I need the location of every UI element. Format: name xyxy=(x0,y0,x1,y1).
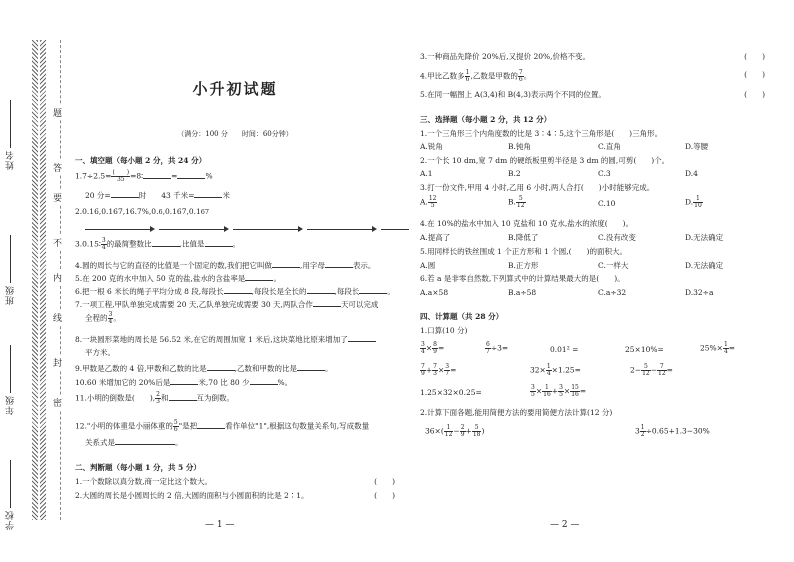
question-1b: 20 分= 时 43 千米= 米 xyxy=(85,191,230,200)
judge-4: 4.甲比乙数多 $\frac{1}{6}$ ,乙数是甲数的 $\frac{7}{6}$ 。 ( ) xyxy=(420,69,765,83)
choice-2-a[interactable]: A.1 xyxy=(420,169,433,178)
choice-6-b[interactable]: B.a÷58 xyxy=(508,288,537,297)
warn-char: 要 xyxy=(53,190,62,205)
answer-paren[interactable]: ( ) xyxy=(374,491,395,500)
question-12: 12."小明的体重是小丽体重的 $\frac{5}{6}$ "是把 看作单位"1",根据这句数量关系句,写成数量 xyxy=(75,419,370,433)
choice-1-b[interactable]: B.钝角 xyxy=(508,142,531,151)
question-5: 5.在 200 克的水中加入 50 克的盐,盐水的含盐率是 。 xyxy=(75,274,281,283)
answer-paren[interactable]: ( ) xyxy=(744,90,765,99)
order-arrows[interactable] xyxy=(85,222,409,232)
choice-3-c[interactable]: C.10 xyxy=(598,199,616,208)
warn-char: 不 xyxy=(53,235,62,250)
choice-3-b[interactable]: B. $\frac{5}{12}$ xyxy=(508,195,525,209)
warn-char: 内 xyxy=(53,270,62,285)
answer-paren[interactable]: ( ) xyxy=(374,477,395,486)
calc-item: 25%× $\frac{1}{4}$ = xyxy=(700,341,736,355)
choice-1-a[interactable]: A.锐角 xyxy=(420,142,443,151)
calc-item: 1.25×32×0.25= xyxy=(420,388,482,397)
choice-4-b[interactable]: B.降低了 xyxy=(508,233,539,242)
choice-6-a[interactable]: A.a×58 xyxy=(420,288,449,297)
choice-1-d[interactable]: D.等腰 xyxy=(685,142,709,151)
question-1: 1.7÷2.5= $\frac{( )}{35}$ =8∶ = % xyxy=(75,169,213,183)
choice-2-c[interactable]: C.3 xyxy=(598,169,611,178)
warn-char: 密 xyxy=(53,395,62,410)
question-2: 2.0.16,0.167,16.7%,0.6,0.167,0.167 xyxy=(75,207,210,216)
question-9: 9.甲数是乙数的 4 倍,甲数和乙数的比是 ,乙数和甲数的比是 。 xyxy=(75,364,333,373)
exam-title: 小升初试题 xyxy=(192,80,278,98)
question-8: 8.一块圆形菜地的周长是 56.52 米,在它的周围加宽 1 米后,这块菜地比原来增加了 xyxy=(75,334,376,344)
warn-char: 封 xyxy=(53,355,62,370)
name-field[interactable]: 姓名 xyxy=(4,100,17,170)
calc-simplify-heading: 2.计算下面各题,能用简便方法的要用简便方法计算(12 分) xyxy=(420,408,613,417)
judge-2: 2.大圆的周长是小圆周长的 2 倍,大圆的面积与小圆面积的比是 2∶1。 ( ) xyxy=(75,491,395,500)
judge-5: 5.在同一幅图上 A(3,4)和 B(4,3)表示两个不同的位置。 ( ) xyxy=(420,90,765,99)
choice-6: 6.若 a 是非零自然数,下列算式中的计算结果最大的是( )。 xyxy=(420,274,625,283)
calc-item: $\frac{3}{4}$ × $\frac{8}{9}$ = xyxy=(421,341,445,355)
calc-item: 36×( $\frac{1}{12}$ − $\frac{2}{9}$ + $\frac{5}{18}$ ) xyxy=(425,424,485,438)
choice-4-d[interactable]: D.无法确定 xyxy=(685,233,724,242)
page-2 xyxy=(420,0,765,562)
page-1 xyxy=(75,0,395,562)
judge-1: 1.一个数除以真分数,商一定比这个数大。 ( ) xyxy=(75,477,395,486)
question-6: 6.把一根 6 米长的绳子平均分成 8 段,每段长 ,每段长是全长的 ,每段长 。 xyxy=(75,287,395,296)
warn-char: 题 xyxy=(53,105,62,120)
question-3: 3.0.15∶ $\frac{3}{4}$ 的最简整数比 ,比值是 。 xyxy=(75,237,241,251)
calc-item: 25×10%= xyxy=(625,345,664,354)
question-4: 4.圆的周长与它的直径的比值是一个固定的数,我们把它叫做 ,用字母 表示。 xyxy=(75,261,376,270)
section-choice: 三、选择题（每小题 2 分，共 12 分） xyxy=(420,115,552,124)
choice-1-c[interactable]: C.直角 xyxy=(598,142,621,151)
calc-item: $\frac{3}{5}$ × $\frac{1}{16}$ + $\frac{3}{5}$ × $\frac{15}{16}$ = xyxy=(531,384,587,398)
question-11: 11.小明的倒数是( ), $\frac{2}{3}$ 和 互为倒数。 xyxy=(75,391,234,405)
choice-3: 3.打一份文件,甲用 4 小时,乙用 6 小时,两人合打( )小时能够完成。 xyxy=(420,183,655,192)
calc-item: 3 $\frac{1}{2}$ ÷0.65+1.3−30% xyxy=(635,424,710,438)
choice-2-d[interactable]: D.4 xyxy=(685,169,698,178)
binding-hatch xyxy=(40,40,46,520)
binding-strip xyxy=(0,0,74,562)
school-field[interactable]: 学校 xyxy=(4,460,17,530)
warn-char: 线 xyxy=(53,310,62,325)
section-judgement: 二、判断题（每小题 1 分，共 5 分） xyxy=(75,463,201,472)
binding-hatch xyxy=(32,40,38,520)
choice-6-c[interactable]: C.a÷32 xyxy=(598,288,627,297)
choice-2: 2.一个长 10 dm,宽 7 dm 的硬纸板里剪半径是 3 dm 的圆,可剪( )个。 xyxy=(420,156,670,165)
choice-3-a[interactable]: A. $\frac{12}{5}$ xyxy=(420,195,437,209)
choice-5-d[interactable]: D.无法确定 xyxy=(685,261,724,270)
choice-1: 1.一个三角形三个内角度数的比是 3∶4∶5,这个三角形是( )三角形。 xyxy=(420,129,663,138)
choice-4: 4.在 10%的盐水中加入 10 克盐和 10 克水,盐水的浓度( )。 xyxy=(420,219,634,228)
exam-info: （满分：100 分 时间：60分钟） xyxy=(177,130,293,138)
question-10: 10.60 米增加它的 20%后是 米,70 比 80 少 %。 xyxy=(75,378,293,387)
class-field[interactable]: 班级 xyxy=(4,235,17,305)
calc-item: 32× $\frac{1}{4}$ ×1.25= xyxy=(530,363,581,377)
choice-6-d[interactable]: D.32÷a xyxy=(685,288,714,297)
judge-3: 3.一种商品先降价 20%后,又提价 20%,价格不变。 ( ) xyxy=(420,52,765,61)
question-12b: 关系式是 。 xyxy=(85,438,183,447)
warn-char: 答 xyxy=(53,160,62,175)
page-number: — 2 — xyxy=(550,520,580,530)
section-fill-in: 一、填空题（每小题 2 分，共 24 分） xyxy=(75,156,207,165)
calc-item: $\frac{7}{9}$ + $\frac{7}{3}$ × $\frac{3}{7}$ = xyxy=(421,363,457,377)
choice-4-a[interactable]: A.提高了 xyxy=(420,233,451,242)
answer-paren[interactable]: ( ) xyxy=(744,52,765,61)
choice-2-b[interactable]: B.2 xyxy=(508,169,521,178)
choice-5-c[interactable]: C.一样大 xyxy=(598,261,629,270)
calc-item: 0.01² = xyxy=(550,345,579,354)
question-7b: 全程的 $\frac{3}{4}$ 。 xyxy=(85,311,121,325)
page-number: — 1 — xyxy=(205,520,235,530)
section-calc: 四、计算题（共 28 分） xyxy=(420,312,504,321)
choice-5-b[interactable]: B.正方形 xyxy=(508,261,539,270)
choice-3-d[interactable]: D. $\frac{1}{10}$ xyxy=(685,195,702,209)
question-7: 7.一项工程,甲队单独完成需要 20 天,乙队单独完成需要 30 天,两队合作 天可以完成 xyxy=(75,300,379,309)
choice-4-c[interactable]: C.没有改变 xyxy=(598,233,636,242)
choice-5-a[interactable]: A.圆 xyxy=(420,261,436,270)
calc-oral-heading: 1.口算(10 分) xyxy=(420,326,468,335)
calc-item: 2− $\frac{5}{12}$ − $\frac{7}{12}$ = xyxy=(630,363,673,377)
grade-field[interactable]: 年级 xyxy=(4,345,17,415)
choice-5: 5.用同样长的铁丝围成 1 个正方形和 1 个圆,( )的面积大。 xyxy=(420,247,627,256)
answer-paren[interactable]: ( ) xyxy=(744,70,765,79)
question-8b: 平方米。 xyxy=(85,348,115,357)
calc-item: $\frac{6}{7}$ ÷3= xyxy=(486,341,509,355)
